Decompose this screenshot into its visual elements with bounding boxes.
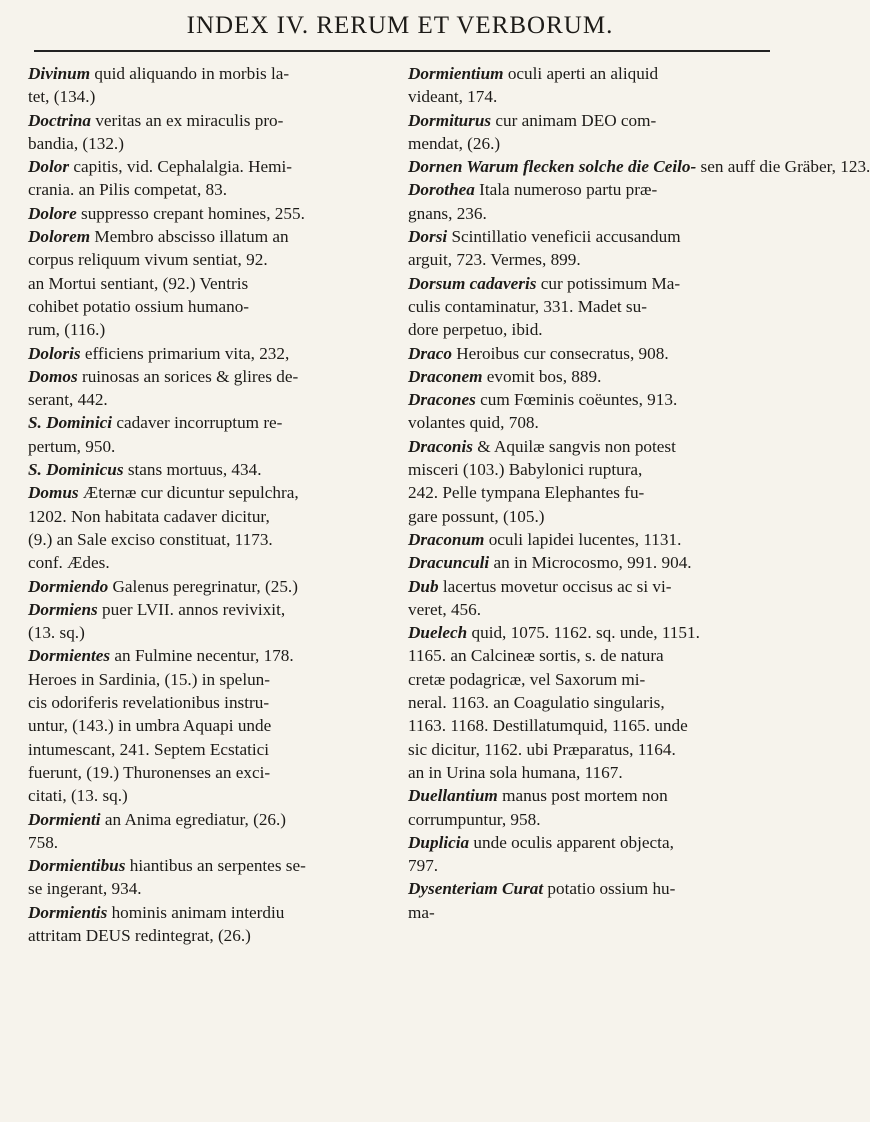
entry-headword: Duellantium: [408, 786, 498, 806]
entry-text-line: pertum, 950.: [28, 436, 116, 456]
entry-text-line: conf. Ædes.: [28, 553, 110, 573]
entry-text-line: Heroibus cur consecratus, 908.: [456, 343, 669, 363]
entry-headword: Dorsi: [408, 227, 448, 247]
entry-headword: Dub: [408, 576, 439, 596]
index-entry: [28, 644, 398, 807]
entry-text-line: mendat, (26.): [408, 133, 501, 153]
entry-headword: Dorsum cadaveris: [408, 273, 537, 293]
entry-headword: Dysenteriam Curat: [408, 879, 544, 899]
entry-text-line: quid aliquando in morbis la-: [94, 64, 290, 83]
entry-headword: Dormientes: [28, 646, 111, 666]
entry-headword: Dolore: [28, 203, 77, 223]
entry-text-line: an Fulmine necentur, 178.: [114, 646, 294, 666]
entry-text-line: misceri (103.) Babylonici ruptura,: [408, 460, 643, 480]
entry-text-line: cadaver incorruptum re-: [116, 413, 283, 433]
entry-text-line: oculi lapidei lucentes, 1131.: [488, 529, 682, 549]
page-header: INDEX IV. RERUM ET VERBORUM.: [186, 12, 614, 39]
entry-text-line: tet, (134.): [28, 87, 96, 107]
entry-text-line: sen auff die Gräber, 123.: [700, 157, 870, 177]
entry-text-line: videant, 174.: [408, 87, 498, 107]
entry-headword: Duplicia: [408, 832, 470, 852]
entry-text-line: 1202. Non habitata cadaver dicitur,: [28, 506, 270, 526]
entry-headword: Domus: [28, 483, 79, 503]
entry-text-line: stans mortuus, 434.: [127, 460, 262, 480]
entry-text-line: quid, 1075. 1162. sq. unde, 1151.: [471, 623, 700, 643]
entry-text-line: Æternæ cur dicuntur sepulchra,: [82, 483, 299, 503]
entry-headword: Dormienti: [28, 809, 101, 829]
entry-text-line: an in Microcosmo, 991. 904.: [493, 553, 692, 573]
entry-headword: Draconis: [408, 436, 473, 456]
entry-text-line: efficiens primarium vita, 232,: [84, 343, 290, 363]
entry-text-line: capitis, vid. Cephalalgia. Hemi-: [73, 157, 292, 177]
entry-text-line: arguit, 723. Vermes, 899.: [408, 250, 581, 270]
entry-text-line: citati, (13. sq.): [28, 786, 128, 806]
entry-text-line: (13. sq.): [28, 623, 85, 643]
entry-text-line: dore perpetuo, ibid.: [408, 320, 543, 340]
entry-headword: Dracunculi: [408, 553, 490, 573]
index-entry: [408, 784, 780, 831]
index-entry: [28, 854, 398, 901]
index-entry: [408, 528, 780, 551]
entry-text-line: sic dicitur, 1162. ubi Præparatus, 1164.: [408, 739, 676, 759]
index-entry: [408, 155, 870, 178]
index-entry: [408, 435, 780, 528]
index-entry: [28, 202, 398, 225]
index-entry: [408, 551, 780, 574]
index-entry: [28, 365, 398, 412]
entry-text-line: cretæ podagricæ, vel Saxorum mi-: [408, 669, 646, 689]
index-entry: [28, 342, 398, 365]
entry-text-line: corrumpuntur, 958.: [408, 809, 541, 829]
entry-text-line: 1165. an Calcineæ sortis, s. de natura: [408, 646, 664, 666]
entry-text-line: untur, (143.) in umbra Aquapi unde: [28, 716, 272, 736]
index-entry: [28, 62, 398, 109]
entry-text-line: cis odoriferis revelationibus instru-: [28, 693, 270, 713]
entry-text-line: Galenus peregrinatur, (25.): [112, 576, 298, 596]
index-entry: [28, 598, 398, 645]
entry-text-line: Membro abscisso illatum an: [94, 227, 289, 247]
entry-text-line: suppresso crepant homines, 255.: [81, 203, 305, 223]
header-rule: [34, 50, 770, 52]
entry-text-line: lacertus movetur occisus ac si vi-: [442, 576, 672, 596]
index-entry: [408, 178, 780, 225]
index-entry: [408, 62, 780, 109]
entry-text-line: ma-: [408, 902, 435, 922]
index-entry: [408, 575, 780, 622]
entry-headword: Doctrina: [28, 110, 92, 130]
entry-text-line: 758.: [28, 832, 59, 852]
right-column: [408, 62, 870, 924]
entry-text-line: volantes quid, 708.: [408, 413, 539, 433]
index-entry: [28, 225, 398, 341]
entry-text-line: culis contaminatur, 331. Madet su-: [408, 296, 647, 316]
entry-headword: Dolorem: [28, 227, 91, 247]
index-entry: [28, 808, 398, 855]
entry-text-line: bandia, (132.): [28, 133, 124, 153]
entry-text-line: cur animam DEO com-: [495, 110, 657, 130]
index-entry: [408, 877, 780, 924]
index-entry: [408, 225, 780, 272]
entry-headword: Dornen Warum flecken solche die Ceilo-: [408, 157, 697, 177]
entry-text-line: crania. an Pilis competat, 83.: [28, 180, 228, 200]
index-entry: [28, 575, 398, 598]
entry-text-line: (9.) an Sale excisо constituat, 1173.: [28, 529, 273, 549]
entry-text-line: veret, 456.: [408, 599, 482, 619]
entry-headword: Dormientium: [408, 64, 504, 83]
entry-text-line: 797.: [408, 856, 439, 876]
index-entry: [408, 272, 780, 342]
entry-headword: Draconem: [408, 366, 483, 386]
entry-text-line: an Mortui sentiant, (92.) Ventris: [28, 273, 249, 293]
index-entry: [408, 365, 780, 388]
index-entry: [28, 411, 398, 458]
entry-text-line: & Aquilæ sangvis non potest: [477, 436, 676, 456]
entry-text-line: hominis animam interdiu: [111, 902, 285, 922]
entry-text-line: oculi aperti an aliquid: [507, 64, 659, 83]
index-entry: [408, 831, 780, 878]
entry-headword: Dormientis: [28, 902, 108, 922]
entry-text-line: unde oculis apparent objecta,: [473, 832, 674, 852]
entry-text-line: fuerunt, (19.) Thuronenses an exci-: [28, 762, 271, 782]
index-entry: [28, 481, 398, 574]
entry-text-line: ruinosas an sorices & glires de-: [81, 366, 299, 386]
entry-text-line: evomit bos, 889.: [486, 366, 602, 386]
entry-text-line: gare possunt, (105.): [408, 506, 545, 526]
entry-headword: Dolor: [28, 157, 70, 177]
entry-text-line: 1163. 1168. Destillatumquid, 1165. unde: [408, 716, 688, 736]
entry-headword: Doloris: [28, 343, 81, 363]
entry-headword: Draconum: [408, 529, 485, 549]
entry-text-line: an Anima egrediatur, (26.): [104, 809, 287, 829]
entry-text-line: serant, 442.: [28, 390, 108, 410]
entry-text-line: attritam DEUS redintegrat, (26.): [28, 925, 251, 945]
entry-headword: Dracones: [408, 390, 476, 410]
entry-text-line: hiantibus an serpentes se-: [129, 856, 306, 876]
entry-text-line: corpus reliquum vivum sentiat, 92.: [28, 250, 268, 270]
left-column: [28, 62, 398, 947]
entry-headword: Dormientibus: [28, 856, 126, 876]
index-entry: [408, 621, 780, 784]
entry-text-line: Heroes in Sardinia, (15.) in spelun-: [28, 669, 271, 689]
index-entry: [28, 901, 398, 948]
entry-text-line: se ingerant, 934.: [28, 879, 142, 899]
entry-headword: Dorothea: [408, 180, 475, 200]
entry-headword: S. Dominici: [28, 413, 113, 433]
index-entry: [28, 458, 398, 481]
entry-headword: Domos: [28, 366, 78, 386]
entry-text-line: Scintillatio veneficii accusandum: [451, 227, 681, 247]
entry-text-line: gnans, 236.: [408, 203, 487, 223]
entry-headword: S. Dominicus: [28, 460, 124, 480]
entry-text-line: cur potissimum Ma-: [540, 273, 681, 293]
entry-text-line: potatio ossium hu-: [547, 879, 676, 899]
index-entry: [408, 109, 780, 156]
index-entry: [28, 109, 398, 156]
entry-headword: Dormiens: [28, 599, 98, 619]
entry-text-line: rum, (116.): [28, 320, 106, 340]
entry-headword: Draco: [408, 343, 452, 363]
index-entry: [408, 342, 780, 365]
entry-text-line: puer LVII. annos revivixit,: [102, 599, 286, 619]
entry-text-line: neral. 1163. an Coagulatio singularis,: [408, 693, 665, 713]
entry-text-line: manus post mortem non: [502, 786, 668, 806]
entry-text-line: an in Urina sola humana, 1167.: [408, 762, 623, 782]
entry-headword: Dormiendo: [28, 576, 109, 596]
entry-headword: Divinum: [28, 64, 91, 83]
index-entry: [408, 388, 780, 435]
index-entry: [28, 155, 398, 202]
entry-text-line: cohibet potatio ossium humano-: [28, 296, 250, 316]
entry-text-line: Itala numeroso partu præ-: [479, 180, 658, 200]
entry-headword: Dormiturus: [408, 110, 492, 130]
entry-text-line: 242. Pelle tympana Elephantes fu-: [408, 483, 645, 503]
entry-headword: Duelech: [408, 623, 468, 643]
entry-text-line: veritas an ex miraculis pro-: [95, 110, 284, 130]
entry-text-line: intumescant, 241. Septem Ecstatici: [28, 739, 270, 759]
entry-text-line: cum Fœminis coëuntes, 913.: [480, 390, 678, 410]
